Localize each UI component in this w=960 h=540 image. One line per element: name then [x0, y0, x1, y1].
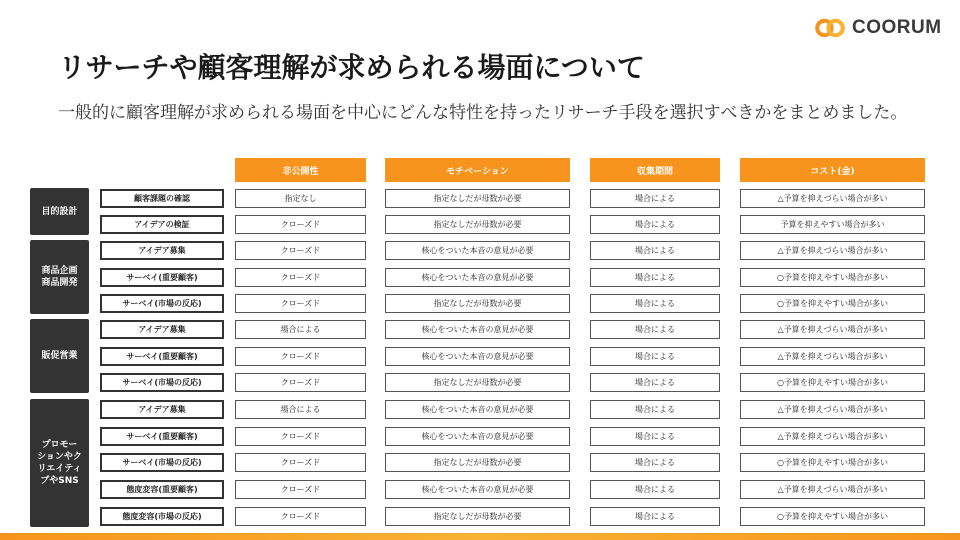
table-cell: 核心をついた本音の意見が必要	[385, 320, 570, 339]
table-cell: ○予算を抑えやすい場合が多い	[740, 294, 925, 313]
table-cell: 場合による	[590, 400, 720, 419]
table-cell: △予算を抑えづらい場合が多い	[740, 347, 925, 366]
table-cell: 核心をついた本音の意見が必要	[385, 241, 570, 260]
row-label: 態度変容(市場の反応)	[100, 507, 224, 526]
row-label: アイデア募集	[100, 241, 224, 260]
table-cell: クローズド	[235, 427, 366, 446]
table-cell: 場合による	[590, 189, 720, 208]
row-label: サーベイ(重要顧客)	[100, 347, 224, 366]
table-cell: △予算を抑えづらい場合が多い	[740, 241, 925, 260]
page-subtitle: 一般的に顧客理解が求められる場面を中心にどんな特性を持ったリサーチ手段を選択すべきかをまとめました。	[58, 103, 908, 123]
row-label: サーベイ(市場の反応)	[100, 453, 224, 472]
column-header: 非公開性	[235, 158, 366, 182]
table-cell: 場合による	[590, 507, 720, 526]
table-cell: △予算を抑えづらい場合が多い	[740, 427, 925, 446]
table-cell: 指定なしだが母数が必要	[385, 294, 570, 313]
table-cell: 場合による	[590, 268, 720, 287]
table-cell: 指定なしだが母数が必要	[385, 189, 570, 208]
table-cell: 指定なしだが母数が必要	[385, 507, 570, 526]
row-label: 顧客課題の確認	[100, 189, 224, 208]
table-cell: 核心をついた本音の意見が必要	[385, 347, 570, 366]
table-cell: クローズド	[235, 294, 366, 313]
row-label: アイデア募集	[100, 400, 224, 419]
table-cell: ○予算を抑えやすい場合が多い	[740, 507, 925, 526]
table-cell: クローズド	[235, 453, 366, 472]
table-cell: クローズド	[235, 215, 366, 234]
table-cell: クローズド	[235, 480, 366, 499]
row-label: サーベイ(市場の反応)	[100, 294, 224, 313]
row-label: サーベイ(市場の反応)	[100, 373, 224, 392]
group-label: 販促営業	[30, 319, 89, 393]
table-cell: 場合による	[590, 215, 720, 234]
table-cell: 場合による	[590, 453, 720, 472]
table-cell: ○予算を抑えやすい場合が多い	[740, 453, 925, 472]
table-cell: 指定なし	[235, 189, 366, 208]
table-cell: 場合による	[590, 294, 720, 313]
table-cell: 場合による	[590, 320, 720, 339]
coorum-logo-icon	[814, 15, 846, 41]
table-cell: 予算を抑えやすい場合が多い	[740, 215, 925, 234]
table-cell: 場合による	[590, 427, 720, 446]
table-cell: ○予算を抑えやすい場合が多い	[740, 373, 925, 392]
brand-name: COORUM	[852, 17, 942, 38]
table-cell: クローズド	[235, 373, 366, 392]
table-cell: △予算を抑えづらい場合が多い	[740, 320, 925, 339]
table-cell: 場合による	[235, 320, 366, 339]
table-cell: △予算を抑えづらい場合が多い	[740, 480, 925, 499]
table-cell: △予算を抑えづらい場合が多い	[740, 400, 925, 419]
row-label: サーベイ(重要顧客)	[100, 268, 224, 287]
table-cell: 指定なしだが母数が必要	[385, 373, 570, 392]
table-cell: 場合による	[590, 347, 720, 366]
row-label: アイデア募集	[100, 320, 224, 339]
table-cell: 核心をついた本音の意見が必要	[385, 400, 570, 419]
table-cell: 場合による	[590, 480, 720, 499]
bottom-accent-bar	[0, 533, 960, 540]
page-title: リサーチや顧客理解が求められる場面について	[58, 51, 645, 84]
table-cell: 核心をついた本音の意見が必要	[385, 480, 570, 499]
table-cell: 指定なしだが母数が必要	[385, 215, 570, 234]
table-cell: クローズド	[235, 347, 366, 366]
table-cell: 核心をついた本音の意見が必要	[385, 427, 570, 446]
group-label: プロモー ションやク リエイティ ブやSNS	[30, 399, 89, 527]
table-cell: クローズド	[235, 241, 366, 260]
table-cell: 核心をついた本音の意見が必要	[385, 268, 570, 287]
table-cell: 場合による	[590, 241, 720, 260]
table-cell: 場合による	[235, 400, 366, 419]
table-cell: 指定なしだが母数が必要	[385, 453, 570, 472]
table-cell: クローズド	[235, 268, 366, 287]
table-cell: 場合による	[590, 373, 720, 392]
column-header: モチベーション	[385, 158, 570, 182]
group-label: 目的設計	[30, 188, 89, 235]
row-label: サーベイ(重要顧客)	[100, 427, 224, 446]
row-label: アイデアの検証	[100, 215, 224, 234]
brand-logo	[814, 14, 944, 42]
table-cell: △予算を抑えづらい場合が多い	[740, 189, 925, 208]
column-header: 収集期間	[590, 158, 720, 182]
row-label: 態度変容(重要顧客)	[100, 480, 224, 499]
table-cell: クローズド	[235, 507, 366, 526]
table-cell: ○予算を抑えやすい場合が多い	[740, 268, 925, 287]
group-label: 商品企画 商品開発	[30, 240, 89, 314]
column-header: コスト(金)	[740, 158, 925, 182]
